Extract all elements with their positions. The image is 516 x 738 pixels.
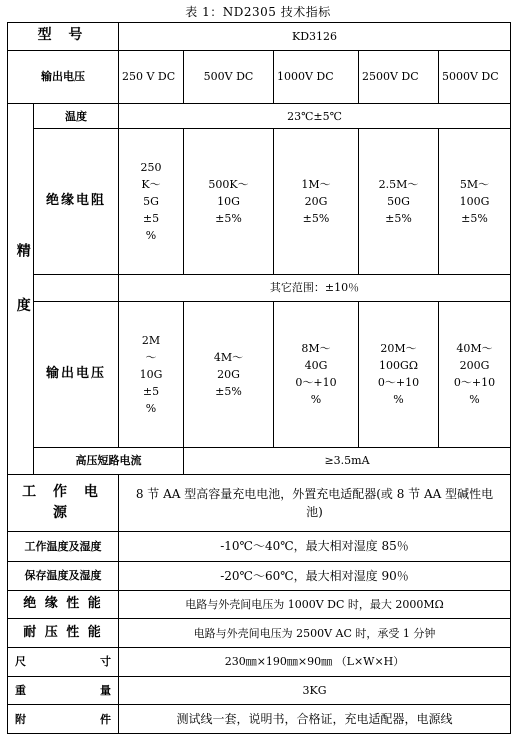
insulation-label: 绝缘电阻 [34, 129, 119, 274]
output-voltage-cell: 500V DC [184, 50, 274, 103]
row-work-env [8, 532, 511, 562]
insulation-range-cell: 1M～ 20G ±5% [274, 129, 359, 274]
short-circuit-label: 高压短路电流 [34, 447, 184, 475]
storage-env-label: 保存温度及湿度 [8, 562, 119, 591]
model-value: KD3126 [119, 23, 511, 51]
row-weight [8, 676, 511, 705]
power-value: 8 节 AA 型高容量充电电池，外置充电适配器(或 8 节 AA 型碱性电池) [119, 475, 511, 532]
other-range-value: 其它范围：±10％ [119, 274, 511, 302]
row-storage-env [8, 562, 511, 591]
row-model [8, 23, 511, 51]
row-accuracy-temp [8, 103, 511, 129]
withstand-value: 电路与外壳间电压为 2500V AC 时，承受 1 分钟 [119, 619, 511, 648]
row-accuracy-voltage [8, 302, 511, 447]
work-env-label: 工作温度及湿度 [8, 532, 119, 562]
row-accessories [8, 705, 511, 734]
output-voltage-cell: 1000V DC [274, 50, 359, 103]
output-voltage-cell: 5000V DC [439, 50, 511, 103]
output-voltage-cell: 250 V DC [119, 50, 184, 103]
row-insulation-resistance [8, 129, 511, 274]
temp-value: 23℃±5℃ [119, 103, 511, 129]
row-withstand [8, 619, 511, 648]
power-label: 工 作 电 源 [8, 475, 119, 532]
row-insulation-perf [8, 590, 511, 619]
size-label: 尺 寸 [8, 647, 119, 676]
voltage-range-cell: 8M～ 40G 0～+10 % [274, 302, 359, 447]
accessories-value: 测试线一套，说明书，合格证，充电适配器，电源线 [119, 705, 511, 734]
row-power [8, 475, 511, 532]
row-output-voltage [8, 50, 511, 103]
table-caption: 表 1：ND2305 技术指标 [185, 5, 331, 19]
insulation-perf-label: 绝 缘 性 能 [8, 590, 119, 619]
model-label: 型 号 [8, 23, 119, 51]
weight-label: 重 量 [8, 676, 119, 705]
voltage-range-cell: 20M～ 100GΩ 0～+10 % [359, 302, 439, 447]
voltage-range-cell: 40M～ 200G 0～+10 % [439, 302, 511, 447]
voltage-range-cell: 2M ～ 10G ±5 % [119, 302, 184, 447]
other-range-blank [34, 274, 119, 302]
row-other-range [8, 274, 511, 302]
output-voltage-cell: 2500V DC [359, 50, 439, 103]
short-circuit-value: ≥3.5mA [184, 447, 511, 475]
spec-table [7, 22, 511, 734]
weight-value: 3KG [119, 676, 511, 705]
work-env-value: -10℃～40℃，最大相对湿度 85％ [119, 532, 511, 562]
storage-env-value: -20℃～60℃，最大相对湿度 90％ [119, 562, 511, 591]
row-short-circuit [8, 447, 511, 475]
insulation-range-cell: 5M～ 100G ±5% [439, 129, 511, 274]
insulation-perf-value: 电路与外壳间电压为 1000V DC 时，最大 2000MΩ [119, 590, 511, 619]
insulation-range-cell: 250 K～ 5G ±5 % [119, 129, 184, 274]
insulation-range-cell: 500K～ 10G ±5% [184, 129, 274, 274]
withstand-label: 耐 压 性 能 [8, 619, 119, 648]
output-voltage-label: 输出电压 [8, 50, 119, 103]
voltage-range-cell: 4M～ 20G ±5% [184, 302, 274, 447]
row-size [8, 647, 511, 676]
accuracy-label [8, 103, 34, 474]
temp-label: 温度 [34, 103, 119, 129]
insulation-range-cell: 2.5M～ 50G ±5% [359, 129, 439, 274]
accuracy-label-text: 精 度 [14, 242, 31, 330]
accessories-label: 附 件 [8, 705, 119, 734]
accuracy-voltage-label: 输出电压 [34, 302, 119, 447]
size-value: 230㎜×190㎜×90㎜ （L×W×H） [119, 647, 511, 676]
